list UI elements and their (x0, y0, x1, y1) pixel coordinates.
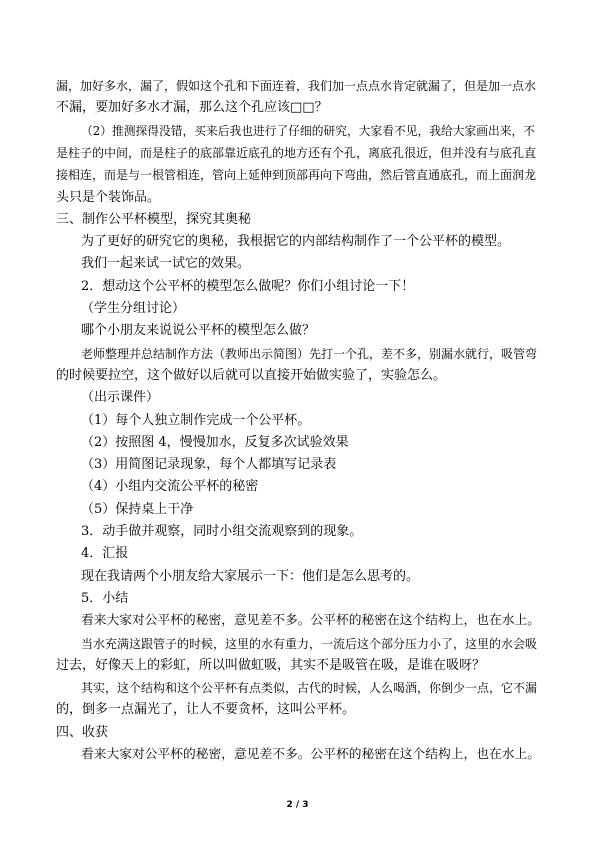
paragraph-line: 看来大家对公平杯的秘密，意见差不多。公平杯的秘密在这个结构上，也在水上。 (81, 747, 540, 762)
paragraph-line: 不漏，要加好多水才漏，那么这个孔应该□□？ (56, 100, 328, 116)
list-item: （1）每个人独立制作完成一个公平杯。 (81, 412, 311, 428)
paragraph-line: （出示课件） (81, 390, 160, 406)
subsection-heading: 4．汇报 (81, 546, 129, 562)
section-heading: 三、制作公平杯模型，探究其奥秘 (56, 211, 252, 227)
paragraph-line: （2）推测探得没错，买来后我也进行了仔细的研究，大家看不见，我给大家画出来，不 (81, 123, 535, 138)
paragraph-line: 的，倒多一点漏光了，让人不要贪杯，这叫公平杯。 (56, 702, 356, 718)
paragraph-line: 当水充满这跟管子的时候，这里的水有重力，一流后这个部分压力小了，这里的水会吸 (81, 636, 538, 651)
page-number: 2 / 3 (286, 800, 309, 810)
paragraph-line: 看来大家对公平杯的秘密，意见差不多。公平杯的秘密在这个结构上，也在水上。 (81, 613, 540, 629)
paragraph-line: 现在我请两个小朋友给大家展示一下：他们是怎么思考的。 (81, 568, 420, 584)
paragraph-line: 为了更好的研究它的奥秘，我根据它的内部结构制作了一个公平杯的模型。 (81, 234, 511, 250)
paragraph-line: 漏，加好多水，漏了，假如这个孔和下面连着，我们加一点点水肯定就漏了，但是加一点水 (56, 79, 537, 93)
paragraph-line: 过去，好像天上的彩虹，所以叫做虹吸，其实不是吸管在吸，是谁在吸呀？ (56, 657, 486, 673)
paragraph-line: 其实，这个结构和这个公平杯有点类似，古代的时候，人么喝酒，你倒少一点，它不漏 (81, 681, 538, 696)
paragraph-line: 哪个小朋友来说说公平杯的模型怎么做？ (81, 323, 316, 339)
paragraph-line: 2．想动这个公平杯的模型怎么做呢？你们小组讨论一下！ (81, 278, 415, 294)
paragraph-line: 头只是个装饰品。 (56, 189, 161, 205)
list-item: （5）保持桌上干净 (81, 501, 194, 517)
paragraph-line: 是柱子的中间，而是柱子的底部靠近底孔的地方还有个孔，离底孔很近，但并没有与底孔直 (56, 145, 537, 160)
list-item: （2）按照图 4，慢慢加水，反复多次试验效果 (81, 434, 349, 450)
paragraph-line: 3．动手做并观察，同时小组交流观察到的现象。 (81, 524, 363, 539)
paragraph-line: （学生分组讨论） (81, 301, 186, 316)
subsection-heading: 5．小结 (81, 590, 129, 606)
paragraph-line: 接相连，而是与一根管相连，管向上延伸到顶部再向下弯曲，然后管直通底孔，而上面润龙 (56, 168, 537, 183)
list-item: （3）用简图记录现象，每个人都填写记录表 (81, 457, 337, 473)
paragraph-line: 的时候要拉空，这个做好以后就可以直接开始做实验了，实验怎么。 (56, 367, 447, 383)
section-heading: 四、收获 (56, 724, 109, 740)
paragraph-line: 老师整理并总结制作方法（教师出示简图）先打一个孔，差不多，别漏水就行，吸管弯 (81, 346, 538, 361)
list-item: （4）小组内交流公平杯的秘密 (81, 479, 259, 495)
paragraph-line: 我们一起来试一试它的效果。 (81, 256, 251, 272)
